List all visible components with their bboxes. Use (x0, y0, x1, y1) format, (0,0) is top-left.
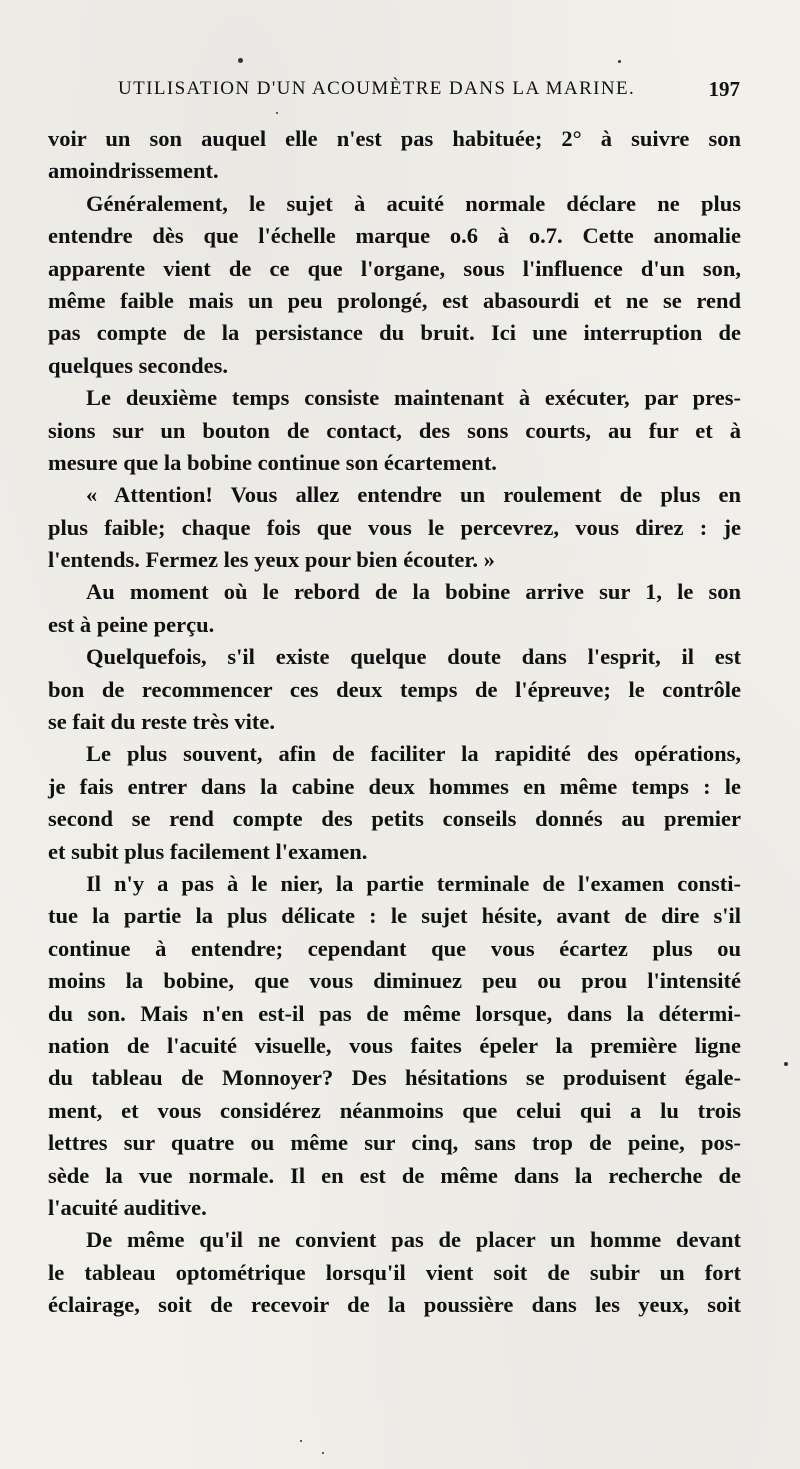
text-line: moins la bobine, que vous diminuez peu ou prou l'intensité (48, 968, 741, 994)
running-title: UTILISATION D'UN ACOUMÈTRE DANS LA MARINE. (118, 78, 636, 99)
scan-speck (784, 1062, 788, 1066)
text-line: est à peine perçu. (48, 611, 215, 637)
text-line: « Attention! Vous allez entendre un roulement de plus en (86, 482, 741, 508)
text-line: l'acuité auditive. (48, 1194, 207, 1220)
text-line: sions sur un bouton de contact, des sons courts, au fur et à (48, 417, 741, 443)
text-line: sède la vue normale. Il en est de même dans la recherche de (48, 1162, 741, 1188)
page-number: 197 (708, 77, 740, 101)
text-line: même faible mais un peu prolongé, est abasourdi et ne se rend (48, 287, 741, 313)
scan-speck (300, 1440, 302, 1442)
text-line: Il n'y a pas à le nier, la partie terminale de l'examen consti- (86, 870, 741, 896)
scan-speck (238, 58, 243, 63)
text-line: je fais entrer dans la cabine deux hommes en même temps : le (48, 773, 741, 799)
text-line: du son. Mais n'en est-il pas de même lorsque, dans la détermi- (48, 1000, 741, 1026)
text-line: éclairage, soit de recevoir de la poussière dans les yeux, soit (48, 1292, 741, 1318)
text-line: et subit plus facilement l'examen. (48, 838, 368, 864)
body-text (48, 123, 741, 1321)
text-line: tue la partie la plus délicate : le sujet hésite, avant de dire s'il (48, 903, 741, 929)
text-line: ment, et vous considérez néanmoins que celui qui a lu trois (48, 1097, 741, 1123)
text-line: l'entends. Fermez les yeux pour bien écouter. » (48, 547, 495, 573)
text-line: nation de l'acuité visuelle, vous faites épeler la première ligne (48, 1032, 741, 1058)
running-head (118, 76, 740, 104)
text-line: Généralement, le sujet à acuité normale déclare ne plus (86, 190, 741, 216)
text-line: entendre dès que l'échelle marque o.6 à o.7. Cette anomalie (48, 223, 741, 249)
text-line: Le plus souvent, afin de faciliter la rapidité des opérations, (86, 741, 741, 767)
text-line: lettres sur quatre ou même sur cinq, sans trop de peine, pos- (48, 1130, 741, 1156)
text-line: bon de recommencer ces deux temps de l'épreuve; le contrôle (48, 676, 741, 702)
text-line: le tableau optométrique lorsqu'il vient soit de subir un fort (48, 1259, 741, 1285)
text-line: De même qu'il ne convient pas de placer un homme devant (86, 1227, 741, 1253)
text-line: pas compte de la persistance du bruit. Ici une interruption de (48, 320, 741, 346)
text-line: plus faible; chaque fois que vous le percevrez, vous direz : je (48, 514, 741, 540)
text-line: Le deuxième temps consiste maintenant à exécuter, par pres- (86, 385, 741, 411)
scan-speck (322, 1452, 324, 1454)
text-line: mesure que la bobine continue son écartement. (48, 449, 497, 475)
text-line: quelques secondes. (48, 352, 229, 378)
text-line: voir un son auquel elle n'est pas habituée; 2° à suivre son (48, 126, 741, 151)
text-line: amoindrissement. (48, 158, 219, 184)
text-line: continue à entendre; cependant que vous écartez plus ou (48, 935, 741, 961)
text-line: second se rend compte des petits conseils donnés au premier (48, 806, 741, 832)
text-line: apparente vient de ce que l'organe, sous l'influence d'un son, (48, 255, 741, 281)
scan-speck (618, 60, 621, 63)
scan-speck (276, 112, 278, 114)
text-line: du tableau de Monnoyer? Des hésitations se produisent égale- (48, 1065, 741, 1091)
text-line: Au moment où le rebord de la bobine arrive sur 1, le son (86, 579, 741, 605)
text-line: se fait du reste très vite. (48, 709, 276, 735)
text-line: Quelquefois, s'il existe quelque doute dans l'esprit, il est (86, 644, 741, 670)
